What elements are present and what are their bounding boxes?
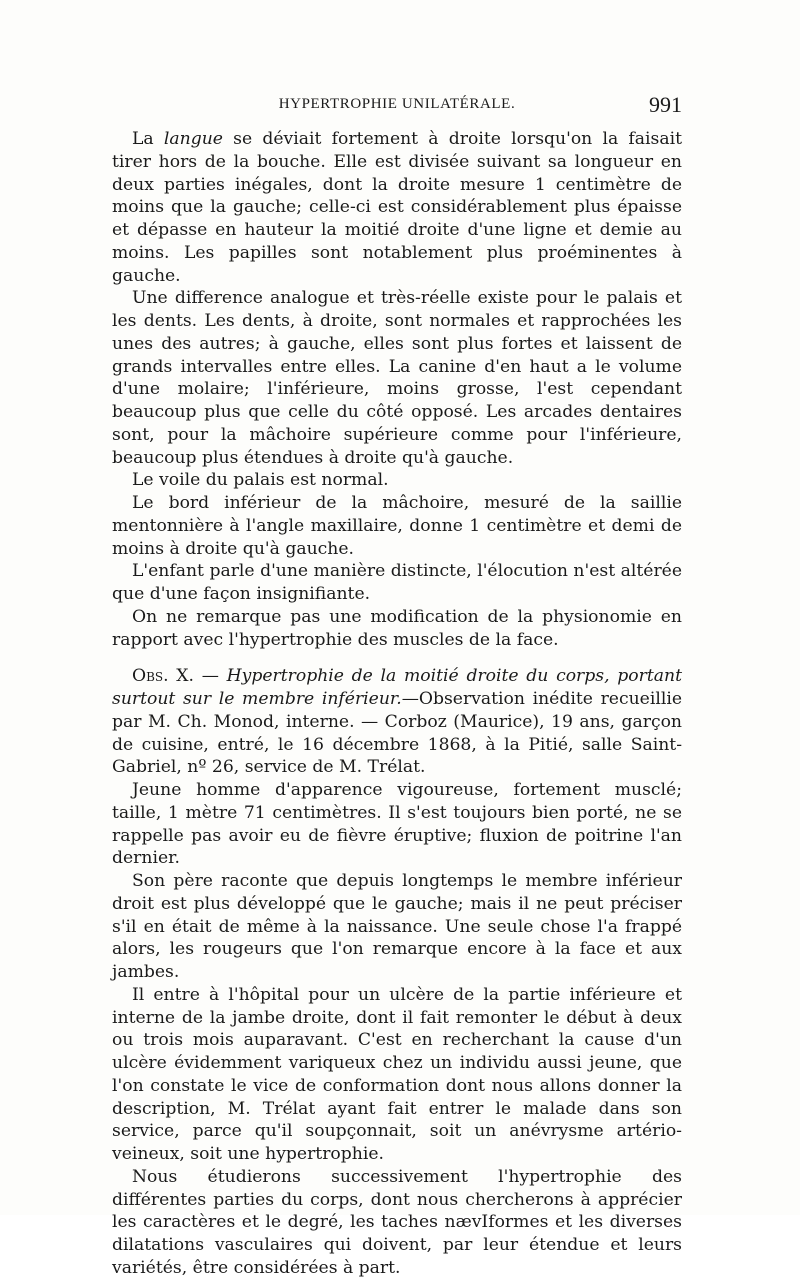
text-run: La [132,129,164,149]
paragraph [112,1166,682,1280]
body-text [112,128,682,1280]
paragraph [112,128,682,287]
paragraph [112,287,682,469]
text-run: Le voile du palais est normal. [132,470,389,491]
text-run: Il entre à l'hôpital pour un ulcère de la partie inférieure et interne de la jambe droite, dont il fait remonter le début à deux ou trois mois auparavant. C'est en recherchant la cause d'un ulcère évidemment variqueux chez un individu aussi jeune, que l'on constate le vice de conformation dont nous allons donner la description, M. Trélat ayant fait entrer le malade dans son service, parce qu'il soupçonnait, soit un anévrysme artério-veineux, soit une hypertrophie. [112,984,682,1164]
paragraph [112,492,682,560]
paragraph [112,560,682,606]
paragraph [112,469,682,492]
paragraph [112,870,682,984]
observation-heading-paragraph [112,665,682,779]
text-run: Une difference analogue et très-réelle existe pour le palais et les dents. Les dents, à droite, sont normales et rapprochées les unes des autres; à gauche, elles sont plus fortes et laissent de grands intervalles entre elles. La canine d'en haut a le volume d'une molaire; l'inférieure, moins grosse, l'est cependant beaucoup plus que celle du côté opposé. Les arcades dentaires sont, pour la mâchoire supérieure comme pour l'inférieure, beaucoup plus étendues à droite qu'à gauche. [112,288,682,468]
paragraph [112,779,682,870]
text-run: se déviait fortement à droite lorsqu'on la faisait tirer hors de la bouche. Elle est divisée suivant sa longueur en deux parties inégales, dont la droite mesure 1 centimètre de moins que la gauche; celle-ci est considérablement plus épaisse et dépasse en hauteur la moitié droite d'une ligne et demie au moins. Les papilles sont notablement plus proéminentes à gauche. [112,129,682,286]
paragraph [112,606,682,652]
paragraph [112,984,682,1166]
text-run: L'enfant parle d'une manière distincte, l'élocution n'est altérée que d'une façon insignifiante. [112,561,682,604]
running-header [112,92,682,122]
italic-text: langue [163,129,223,149]
observation-label: Obs. X. [132,666,195,687]
text-run: Jeune homme d'apparence vigoureuse, fortement musclé; taille, 1 mètre 71 centimètres. Il s'est toujours bien porté, ne se rappelle pas avoir eu de fièvre éruptive; fluxion de poitrine l'an dernier. [112,780,682,869]
text-run: — [194,666,227,687]
text-run: Le bord inférieur de la mâchoire, mesuré de la saillie mentonnière à l'angle maxillaire, donne 1 centimètre et demi de moins à droite qu'à gauche. [112,493,682,559]
text-run: On ne remarque pas une modification de la physionomie en rapport avec l'hypertrophie des muscles de la face. [112,606,682,650]
italic-text: Hypertrophie de la moitié droite du corps, portant surtout sur le membre inférieur. [112,666,682,709]
running-title: HYPERTROPHIE UNILATÉRALE. [278,96,516,112]
text-run: Son père raconte que depuis longtemps le membre inférieur droit est plus développé que le gauche; mais il ne peut préciser s'il en était de même à la naissance. Une seule chose l'a frappé alors, les rougeurs que l'on remarque encore à la face et aux jambes. [112,871,682,982]
page-number: 991 [649,92,682,117]
text-run: Nous étudierons successivement l'hypertrophie des différentes parties du corps, dont nous chercherons à apprécier les caractères et le degré, les taches nævIformes et les diverses dilatations vasculaires qui doivent, par leur étendue et leurs variétés, être considérées à part. [112,1166,682,1278]
text-run: —Observation inédite recueillie par M. Ch. Monod, interne. — Corboz (Maurice), 19 ans, garçon de cuisine, entré, le 16 décembre 1868, à la Pitié, salle Saint-Gabriel, nº 26, service de M. Trélat. [112,689,682,778]
